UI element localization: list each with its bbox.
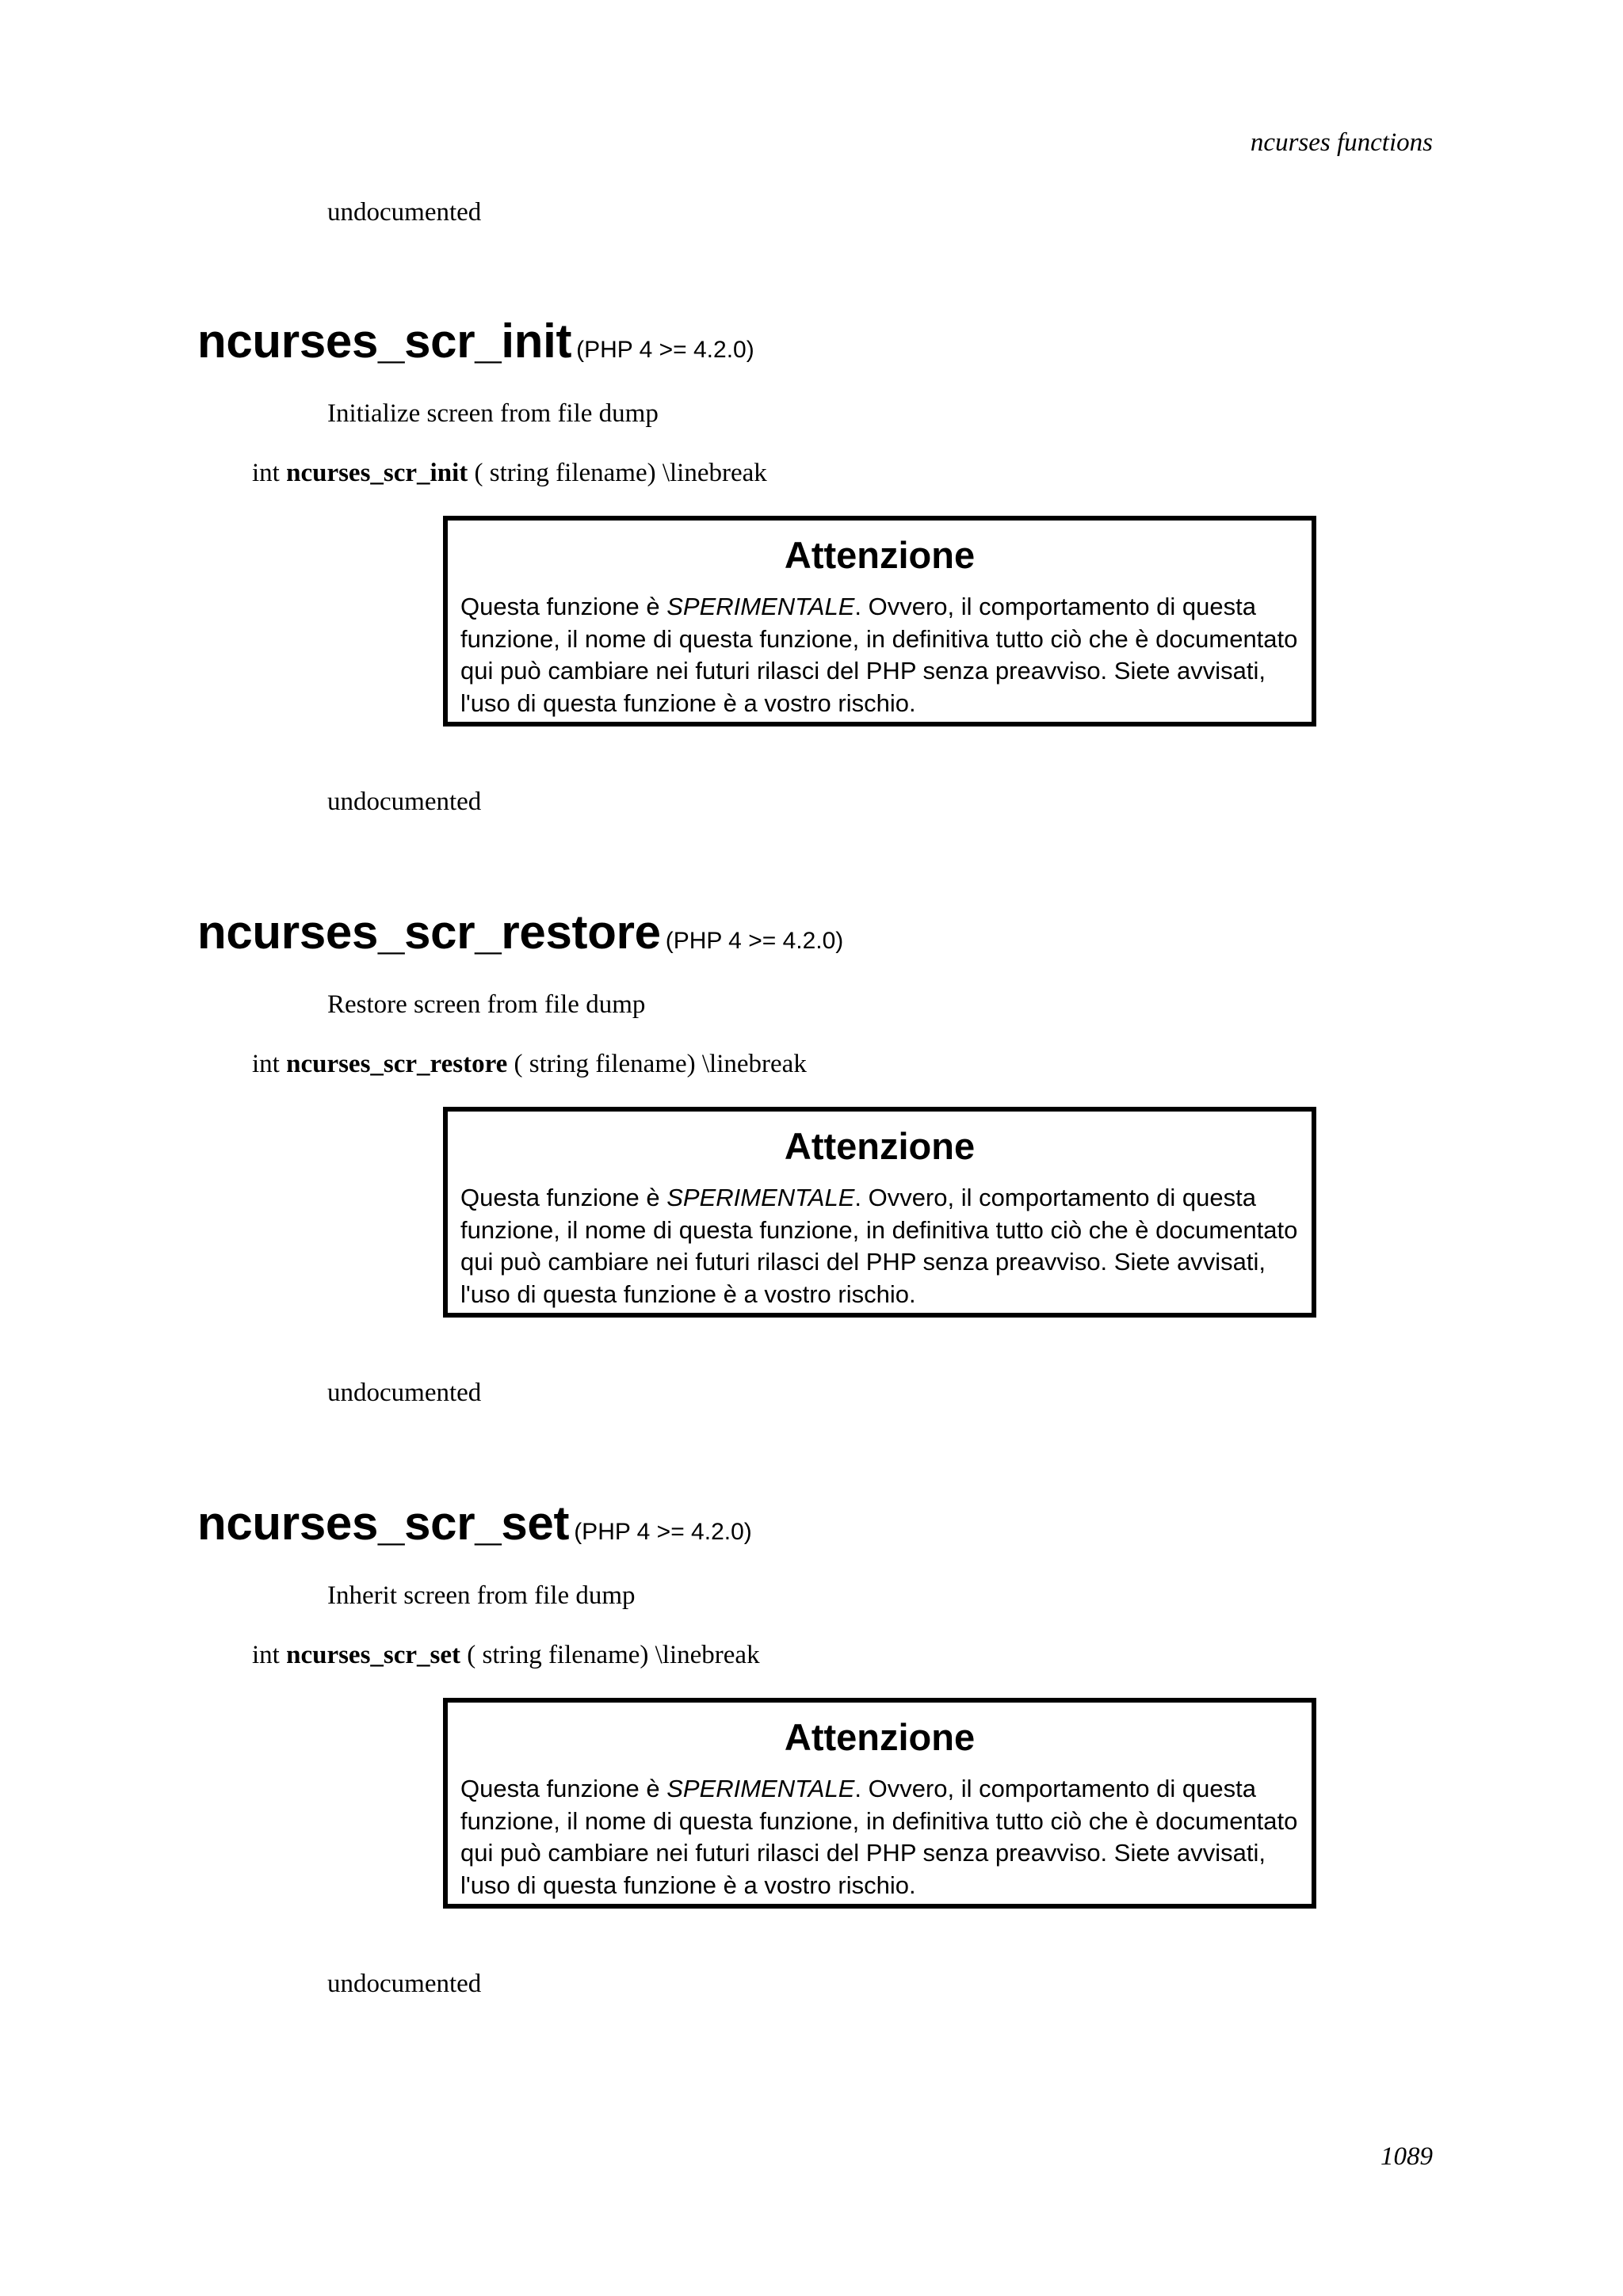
warning-emphasis: SPERIMENTALE [666,1184,855,1211]
warning-text-start: Questa funzione è [460,1184,667,1211]
synopsis-function-name: ncurses_scr_set [286,1641,461,1669]
function-purpose: Initialize screen from file dump [327,399,659,428]
return-type: int [252,1050,280,1078]
undocumented-text: undocumented [327,788,482,816]
function-synopsis [252,1639,760,1671]
php-version: (PHP 4 >= 4.2.0) [574,1519,752,1545]
function-title: ncurses_scr_restore [197,906,661,959]
synopsis-params: ( string filename) \linebreak [514,1050,807,1078]
function-synopsis [252,1048,807,1080]
warning-title: Attenzione [784,1716,976,1758]
warning-title: Attenzione [784,1125,976,1167]
synopsis-params: ( string filename) \linebreak [474,459,767,487]
return-type: int [252,459,280,487]
warning-text-rest: . Ovvero, il comportamento di questa funzione, il nome di questa funzione, in definitiva tutto ciò che è documentato qui può cambiare nei futuri rilasci del PHP senza preavviso. Siete avvisati, l'uso di questa funzione è a vostro rischio. [460,1775,1298,1899]
function-title: ncurses_scr_init [197,315,572,368]
undocumented-text: undocumented [327,1970,482,1998]
synopsis-function-name: ncurses_scr_restore [286,1050,508,1078]
entry-heading [197,905,843,959]
page-number: 1089 [1381,2142,1433,2171]
function-synopsis [252,457,767,489]
warning-box [443,1698,1316,1909]
warning-emphasis: SPERIMENTALE [666,593,855,620]
return-type: int [252,1641,280,1669]
synopsis-function-name: ncurses_scr_init [286,459,468,487]
synopsis-params: ( string filename) \linebreak [467,1641,760,1669]
warning-box [443,1107,1316,1318]
php-version: (PHP 4 >= 4.2.0) [576,337,754,363]
function-title: ncurses_scr_set [197,1497,570,1550]
entry-heading [197,314,754,368]
warning-title: Attenzione [784,534,976,576]
function-entry-scr-restore [0,905,1623,1459]
intro-undocumented-text: undocumented [327,198,482,227]
php-version: (PHP 4 >= 4.2.0) [665,928,844,954]
warning-text-rest: . Ovvero, il comportamento di questa funzione, il nome di questa funzione, in definitiva tutto ciò che è documentato qui può cambiare nei futuri rilasci del PHP senza preavviso. Siete avvisati, l'uso di questa funzione è a vostro rischio. [460,1184,1298,1308]
function-entry-scr-set [0,1496,1623,2050]
warning-text-start: Questa funzione è [460,1775,667,1802]
warning-text [460,1182,1308,1310]
running-header: ncurses functions [1250,128,1433,157]
function-purpose: Restore screen from file dump [327,990,646,1019]
warning-text-start: Questa funzione è [460,593,667,620]
warning-text [460,591,1308,719]
undocumented-text: undocumented [327,1379,482,1407]
warning-text [460,1773,1308,1901]
warning-box [443,516,1316,727]
function-purpose: Inherit screen from file dump [327,1581,636,1610]
warning-text-rest: . Ovvero, il comportamento di questa funzione, il nome di questa funzione, in definitiva tutto ciò che è documentato qui può cambiare nei futuri rilasci del PHP senza preavviso. Siete avvisati, l'uso di questa funzione è a vostro rischio. [460,593,1298,717]
function-entry-scr-init [0,314,1623,868]
entry-heading [197,1496,752,1550]
warning-emphasis: SPERIMENTALE [666,1775,855,1802]
